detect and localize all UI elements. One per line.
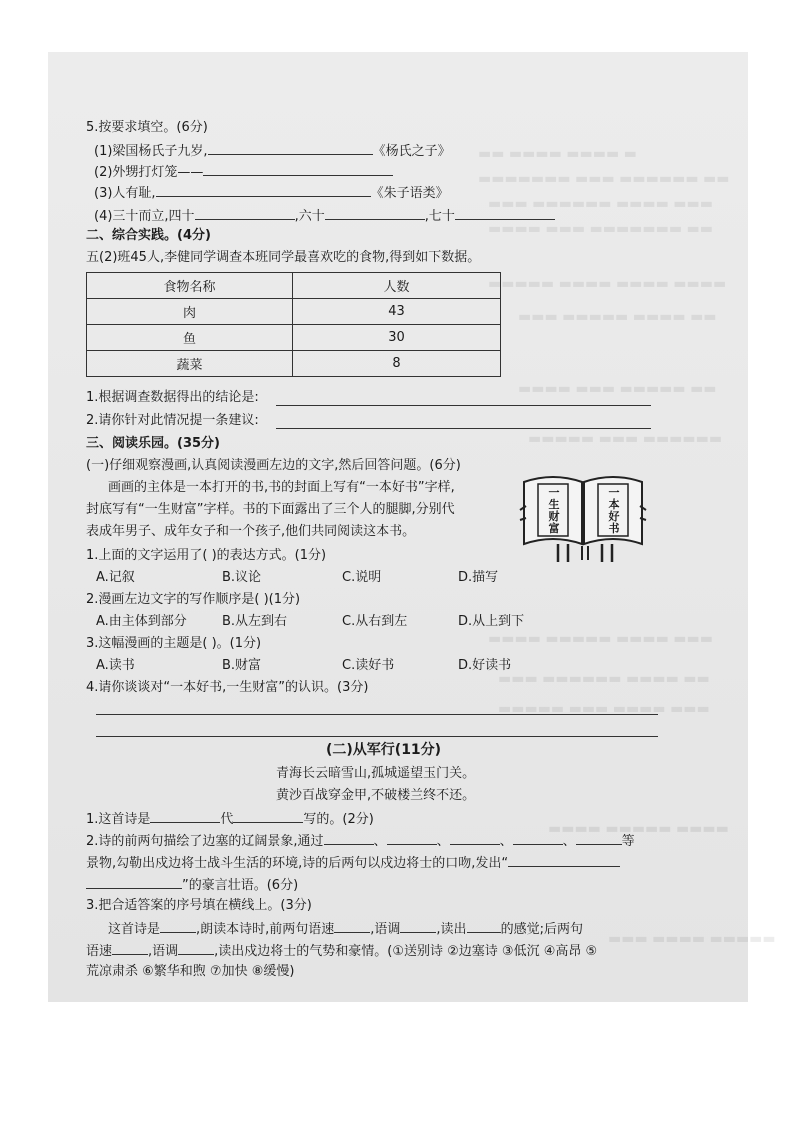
comic-char: 生 xyxy=(548,498,560,511)
q5-line-3-prompt: (3)人有耻, xyxy=(94,186,156,201)
part2-q3-answer[interactable] xyxy=(400,920,436,933)
part2-q2-prompt: 等 xyxy=(621,834,635,849)
part1-q2-option[interactable]: B.从左到右 xyxy=(222,614,288,629)
open-book-drawing xyxy=(518,470,648,565)
q5-line-2 xyxy=(94,163,393,181)
q5-line-4-prompt-a: (4)三十而立,四十 xyxy=(94,209,195,224)
comic-char: 财 xyxy=(548,510,560,523)
part2-q2-answer[interactable] xyxy=(450,832,500,845)
part2-q2-prompt: 景物,勾勒出戍边将士战斗生活的环境,诗的后两句以戍边将士的口吻,发出“ xyxy=(86,856,509,871)
part1-q3-option[interactable]: A.读书 xyxy=(96,658,135,673)
part2-q2-answer[interactable] xyxy=(324,832,374,845)
part2-q3-prompt: 这首诗是 xyxy=(108,922,161,937)
q5-line-1-source: 《杨氏之子》 xyxy=(372,144,451,159)
table-header: 食物名称 xyxy=(87,273,293,299)
table-cell: 30 xyxy=(293,325,501,351)
part2-q3: 3.把合适答案的序号填在横线上。(3分) xyxy=(86,898,312,913)
table-cell: 肉 xyxy=(87,299,293,325)
sec2-q2-answer-line[interactable] xyxy=(276,428,651,429)
part1-q3-option[interactable]: C.读好书 xyxy=(342,658,395,673)
part2-q3-answer[interactable] xyxy=(467,920,501,933)
poem-line-1: 青海长云暗雪山,孤城遥望玉门关。 xyxy=(276,766,476,781)
table-cell: 43 xyxy=(293,299,501,325)
q5-line-1 xyxy=(94,142,451,160)
part2-q3-answer[interactable] xyxy=(334,920,370,933)
comic-char: 书 xyxy=(608,522,620,535)
part2-q3-prompt: ,语调 xyxy=(148,944,179,959)
part2-q3-line-1 xyxy=(108,920,583,938)
table-header: 人数 xyxy=(293,273,501,299)
part2-q2-answer[interactable] xyxy=(513,832,563,845)
part2-q3-prompt: ,朗读本诗时,前两句语速 xyxy=(196,922,335,937)
part2-q3-prompt: ,语调 xyxy=(370,922,401,937)
comic-front-cover-text xyxy=(605,487,623,535)
part1-q2-option[interactable]: D.从上到下 xyxy=(458,614,525,629)
part2-q2-prompt: ”的豪言壮语。(6分) xyxy=(182,878,299,893)
part1-q1-option[interactable]: C.说明 xyxy=(342,570,382,585)
part2-q3-line-3: 荒凉肃杀 ⑥繁华和煦 ⑦加快 ⑧缓慢) xyxy=(86,964,295,979)
part2-q1-answer-author[interactable] xyxy=(233,810,303,823)
q5-line-4 xyxy=(94,207,555,225)
comic-char: 本 xyxy=(608,498,620,511)
part2-q2-separator: 、 xyxy=(373,834,387,849)
survey-table xyxy=(86,272,501,377)
part2-q3-answer[interactable] xyxy=(178,942,214,955)
sec3-title: 三、阅读乐园。(35分) xyxy=(86,436,220,451)
part2-q2-prompt: 2.诗的前两句描绘了边塞的辽阔景象,通过 xyxy=(86,834,324,849)
part2-q2-answer-quote-cont[interactable] xyxy=(86,876,182,889)
part1-q2-option[interactable]: C.从右到左 xyxy=(342,614,408,629)
part2-q3-answer[interactable] xyxy=(160,920,196,933)
part2-q1-prompt: 1.这首诗是 xyxy=(86,812,151,827)
part1-q2: 2.漫画左边文字的写作顺序是( )(1分) xyxy=(86,592,301,607)
part2-q1 xyxy=(86,810,374,828)
table-cell: 鱼 xyxy=(87,325,293,351)
q5-line-2-prompt: (2)外甥打灯笼—— xyxy=(94,165,204,180)
part2-q2-line-3 xyxy=(86,876,298,894)
part1-q2-option[interactable]: A.由主体到部分 xyxy=(96,614,187,629)
sec2-title: 二、综合实践。(4分) xyxy=(86,228,211,243)
q5-answer-4a[interactable] xyxy=(195,207,295,220)
book-comic-illustration xyxy=(518,470,648,565)
part1-title: (一)仔细观察漫画,认真阅读漫画左边的文字,然后回答问题。(6分) xyxy=(86,458,461,473)
part2-q1-prompt: 代 xyxy=(220,812,234,827)
q5-title: 5.按要求填空。(6分) xyxy=(86,120,208,135)
q5-line-4-prompt-c: ,七十 xyxy=(424,209,455,224)
part1-q4: 4.请你谈谈对“一本好书,一生财富”的认识。(3分) xyxy=(86,680,369,695)
part2-q2-answer[interactable] xyxy=(387,832,437,845)
poem-line-2: 黄沙百战穿金甲,不破楼兰终不还。 xyxy=(276,788,476,803)
q5-answer-4b[interactable] xyxy=(325,207,425,220)
q5-answer-4c[interactable] xyxy=(455,207,555,220)
part2-q3-prompt: ,读出 xyxy=(436,922,467,937)
part1-q1: 1.上面的文字运用了( )的表达方式。(1分) xyxy=(86,548,327,563)
part1-q4-answer-line-2[interactable] xyxy=(96,736,658,737)
part2-q3-prompt: 的感觉;后两句 xyxy=(500,922,583,937)
part2-q2-answer-quote[interactable] xyxy=(508,854,620,867)
sec2-q2: 2.请你针对此情况提一条建议: xyxy=(86,413,259,428)
part1-q1-option[interactable]: B.议论 xyxy=(222,570,262,585)
sec2-q1: 1.根据调查数据得出的结论是: xyxy=(86,390,259,405)
comic-back-cover-text xyxy=(545,487,563,535)
table-cell: 8 xyxy=(293,351,501,377)
q5-line-1-prompt: (1)梁国杨氏子九岁, xyxy=(94,144,208,159)
part2-q3-line-2 xyxy=(86,942,597,960)
q5-line-3 xyxy=(94,184,449,202)
part2-q2-answer[interactable] xyxy=(576,832,622,845)
comic-description-2: 封底写有“一生财富”字样。书的下面露出了三个人的腿脚,分别代 xyxy=(86,502,455,517)
table-cell: 蔬菜 xyxy=(87,351,293,377)
part2-q3-prompt: ,读出戍边将士的气势和豪情。(①送别诗 ②边塞诗 ③低沉 ④高昂 ⑤ xyxy=(214,944,598,959)
table-row xyxy=(87,351,501,377)
sec2-intro: 五(2)班45人,李健同学调查本班同学最喜欢吃的食物,得到如下数据。 xyxy=(86,250,481,265)
comic-char: 富 xyxy=(548,522,560,535)
part2-q3-answer[interactable] xyxy=(112,942,148,955)
comic-char: 一 xyxy=(548,486,560,499)
comic-char: 好 xyxy=(608,510,620,523)
part2-q1-prompt: 写的。(2分) xyxy=(303,812,374,827)
part1-q3-option[interactable]: D.好读书 xyxy=(458,658,512,673)
sec2-q1-answer-line[interactable] xyxy=(276,405,651,406)
part2-q2-line-1 xyxy=(86,832,635,850)
part2-q1-answer-dynasty[interactable] xyxy=(150,810,220,823)
part1-q1-option[interactable]: A.记叙 xyxy=(96,570,135,585)
q5-answer-1[interactable] xyxy=(208,142,373,155)
part2-title: (二)从军行(11分) xyxy=(326,742,442,758)
q5-line-4-prompt-b: ,六十 xyxy=(294,209,325,224)
table-header-row xyxy=(87,273,501,299)
exam-sheet: ▬▬ ▬▬▬▬ ▬▬▬▬ ▬ ▬▬▬▬▬▬▬ ▬▬▬ ▬▬▬▬▬▬ ▬▬ ▬▬▬ ▬▬▬▬▬▬ ▬▬▬▬ ▬▬▬ ▬▬▬▬ ▬▬▬ ▬▬▬▬▬▬▬ ▬▬ ▬▬▬▬▬ ▬▬▬▬ ▬▬▬▬ ▬▬▬▬ ▬▬▬ ▬▬▬▬▬ ▬▬▬▬ ▬▬ ▬▬▬▬ ▬▬▬ ▬▬▬▬▬ ▬▬ ▬▬▬▬▬ ▬▬▬ ▬▬▬▬▬▬ ▬▬▬▬ ▬▬▬▬▬ ▬▬▬▬ ▬▬▬ ▬▬▬ ▬▬▬▬▬▬ ▬▬▬▬ ▬▬ ▬▬▬▬▬ ▬▬▬ ▬▬▬▬ ▬▬▬ ▬▬▬▬ ▬▬▬▬▬ ▬▬▬▬ ▬▬▬ ▬▬▬▬ ▬▬▬▬▬ xyxy=(48,52,748,1002)
part2-q2-line-2 xyxy=(86,854,620,872)
q5-answer-3[interactable] xyxy=(156,184,371,197)
comic-description-3: 表成年男子、成年女子和一个孩子,他们共同阅读这本书。 xyxy=(86,524,416,539)
part2-q2-separator: 、 xyxy=(436,834,450,849)
table-row xyxy=(87,325,501,351)
part2-q2-separator: 、 xyxy=(499,834,513,849)
table-row xyxy=(87,299,501,325)
part2-q3-prompt: 语速 xyxy=(86,944,113,959)
part1-q4-answer-line-1[interactable] xyxy=(96,714,658,715)
part1-q3: 3.这幅漫画的主题是( )。(1分) xyxy=(86,636,262,651)
comic-char: 一 xyxy=(608,486,620,499)
part2-q2-separator: 、 xyxy=(562,834,576,849)
part1-q1-option[interactable]: D.描写 xyxy=(458,570,499,585)
q5-line-3-source: 《朱子语类》 xyxy=(370,186,449,201)
q5-answer-2[interactable] xyxy=(203,163,393,176)
comic-description-1: 画画的主体是一本打开的书,书的封面上写有“一本好书”字样, xyxy=(108,480,455,495)
part1-q3-option[interactable]: B.财富 xyxy=(222,658,262,673)
